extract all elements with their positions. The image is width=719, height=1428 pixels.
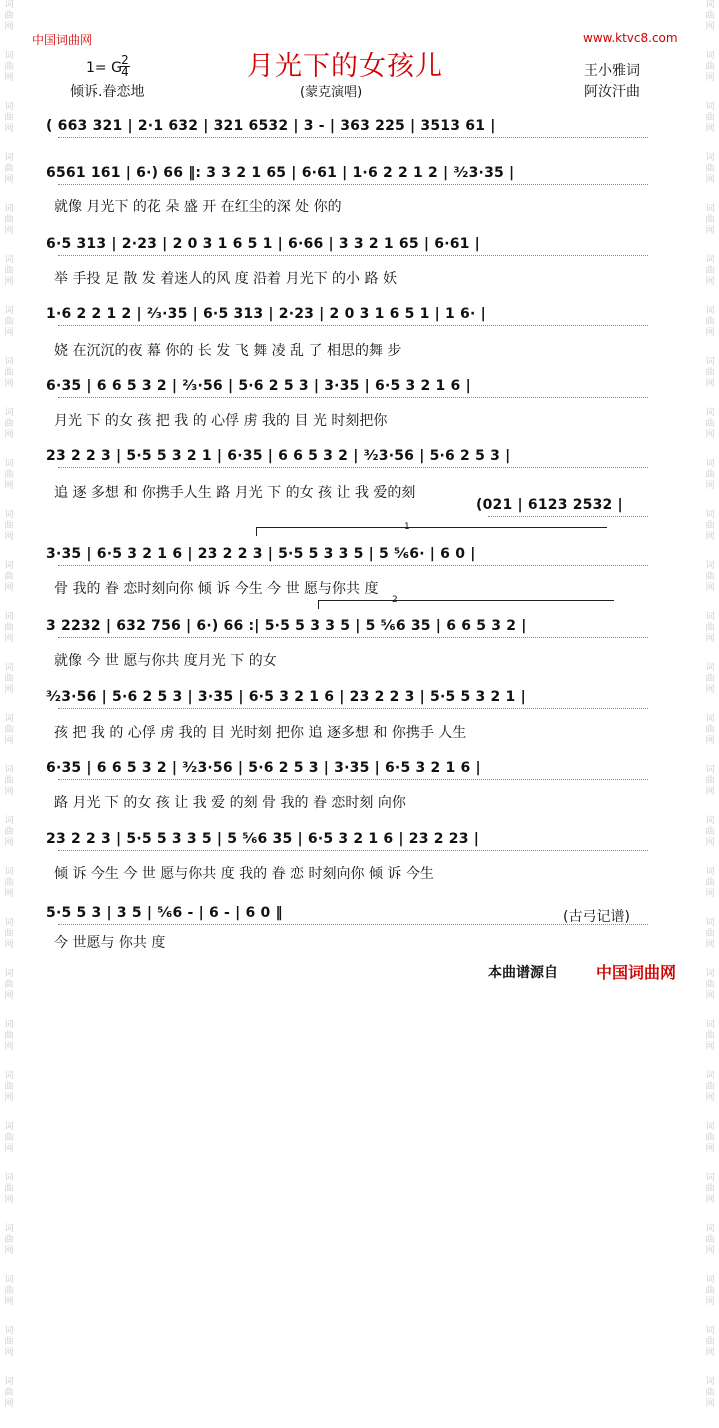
time-signature (120, 55, 130, 78)
watermark-char: 词 (4, 51, 14, 61)
watermark-char: 词 (4, 612, 14, 622)
watermark-column-left (2, 0, 16, 1409)
watermark-char: 网 (4, 634, 14, 644)
watermark-char: 词 (705, 1020, 715, 1030)
watermark-char: 网 (4, 124, 14, 134)
watermark-char: 词 (705, 1275, 715, 1285)
watermark-char: 词 (4, 969, 14, 979)
watermark-char: 词 (705, 867, 715, 877)
watermark-char: 曲 (705, 725, 715, 735)
beam-underline (58, 637, 648, 638)
watermark-char: 网 (705, 1399, 715, 1409)
watermark-char: 网 (705, 889, 715, 899)
volta-bracket-2 (318, 600, 614, 609)
watermark-char: 曲 (4, 1337, 14, 1347)
watermark-char: 曲 (705, 419, 715, 429)
watermark-char: 词 (4, 408, 14, 418)
watermark-char: 网 (705, 532, 715, 542)
watermark-char: 网 (705, 226, 715, 236)
beam-underline (58, 184, 648, 185)
watermark-char: 网 (705, 175, 715, 185)
lyrics-line: 今 世愿与 你共 度 (54, 935, 166, 951)
watermark-char: 曲 (4, 1235, 14, 1245)
watermark-char: 词 (705, 102, 715, 112)
watermark-char: 词 (4, 816, 14, 826)
watermark-char: 曲 (4, 164, 14, 174)
watermark-char: 词 (705, 459, 715, 469)
beam-underline (58, 397, 648, 398)
watermark-char: 曲 (705, 368, 715, 378)
watermark-char: 网 (4, 1093, 14, 1103)
watermark-char: 曲 (4, 776, 14, 786)
footer-source-label: 本曲谱源自 (488, 965, 558, 981)
watermark-char: 网 (705, 379, 715, 389)
watermark-char: 网 (4, 328, 14, 338)
watermark-char: 网 (4, 736, 14, 746)
watermark-char: 曲 (705, 164, 715, 174)
beam-underline (58, 850, 648, 851)
staff-line: 6·35 | 6 6 5 3 2 | ³⁄₂3·56 | 5·6 2 5 3 | 3·35 | 6·5 3 2 1 6 | (46, 760, 481, 776)
watermark-char: 曲 (4, 929, 14, 939)
watermark-char: 曲 (4, 1184, 14, 1194)
song-title: 月光下的女孩儿 (247, 51, 443, 82)
watermark-char: 曲 (705, 317, 715, 327)
watermark-char: 词 (4, 1326, 14, 1336)
watermark-char: 网 (4, 73, 14, 83)
watermark-char: 词 (4, 306, 14, 316)
watermark-char: 词 (705, 0, 715, 10)
watermark-char: 词 (705, 510, 715, 520)
watermark-char: 词 (705, 1377, 715, 1387)
beam-underline (58, 708, 648, 709)
watermark-char: 词 (705, 1224, 715, 1234)
watermark-char: 词 (4, 714, 14, 724)
watermark-char: 网 (4, 583, 14, 593)
watermark-char: 曲 (4, 1031, 14, 1041)
key-signature (86, 60, 122, 76)
staff-line: 3·35 | 6·5 3 2 1 6 | 23 2 2 3 | 5·5 5 3 3 5 | 5 ⁵⁄₆6· | 6 0 | (46, 546, 476, 562)
watermark-char: 词 (705, 918, 715, 928)
watermark-char: 曲 (705, 1184, 715, 1194)
composer-credit: 阿汝汗曲 (584, 84, 640, 100)
staff-line: ( 663 321 | 2·1 632 | 321 6532 | 3 - | 363 225 | 3513 61 | (46, 118, 496, 134)
watermark-char: 词 (705, 1071, 715, 1081)
watermark-char: 曲 (4, 419, 14, 429)
notation-source: (古弓记谱) (563, 909, 630, 925)
watermark-char: 词 (4, 765, 14, 775)
watermark-char: 曲 (705, 521, 715, 531)
watermark-char: 词 (4, 1377, 14, 1387)
watermark-char: 网 (705, 736, 715, 746)
watermark-char: 曲 (705, 980, 715, 990)
watermark-char: 曲 (4, 266, 14, 276)
expression-marking: 倾诉.眷恋地 (70, 84, 145, 100)
lyricist-credit: 王小雅词 (584, 63, 640, 79)
watermark-char: 曲 (4, 725, 14, 735)
watermark-char: 曲 (4, 62, 14, 72)
watermark-char: 词 (705, 153, 715, 163)
watermark-char: 曲 (4, 572, 14, 582)
watermark-char: 网 (4, 940, 14, 950)
watermark-char: 词 (705, 1173, 715, 1183)
watermark-char: 词 (705, 714, 715, 724)
watermark-char: 网 (705, 124, 715, 134)
staff-line: 6·5 313 | 2·23 | 2 0 3 1 6 5 1 | 6·66 | 3 3 2 1 65 | 6·61 | (46, 236, 480, 252)
watermark-char: 曲 (705, 1133, 715, 1143)
watermark-char: 网 (4, 379, 14, 389)
watermark-char: 词 (4, 0, 14, 10)
watermark-char: 曲 (4, 368, 14, 378)
watermark-char: 网 (4, 22, 14, 32)
beam-underline (58, 137, 648, 138)
watermark-char: 网 (705, 940, 715, 950)
watermark-char: 网 (705, 991, 715, 1001)
watermark-char: 曲 (4, 11, 14, 21)
beam-underline (58, 467, 648, 468)
watermark-char: 词 (4, 918, 14, 928)
staff-line: 3 2232 | 632 756 | 6·) 66 :| 5·5 5 3 3 5 | 5 ⁵⁄₆6 35 | 6 6 5 3 2 | (46, 618, 527, 634)
watermark-char: 网 (4, 685, 14, 695)
watermark-char: 网 (705, 1093, 715, 1103)
watermark-char: 曲 (705, 1082, 715, 1092)
key-label: 1= G (86, 60, 122, 76)
lyrics-line: 举 手投 足 散 发 着迷人的风 度 沿着 月光下 的小 路 妖 (54, 271, 397, 287)
watermark-char: 词 (705, 765, 715, 775)
watermark-char: 曲 (4, 1388, 14, 1398)
volta-bracket-1 (256, 527, 607, 536)
lyrics-line: 就像 今 世 愿与你共 度月光 下 的女 (54, 653, 277, 669)
watermark-char: 词 (4, 1224, 14, 1234)
staff-line: ³⁄₂3·56 | 5·6 2 5 3 | 3·35 | 6·5 3 2 1 6 | 23 2 2 3 | 5·5 5 3 2 1 | (46, 689, 526, 705)
watermark-char: 词 (4, 102, 14, 112)
watermark-char: 曲 (4, 827, 14, 837)
watermark-char: 曲 (4, 470, 14, 480)
watermark-char: 网 (705, 838, 715, 848)
watermark-char: 曲 (705, 1031, 715, 1041)
watermark-char: 词 (705, 561, 715, 571)
watermark-char: 网 (4, 430, 14, 440)
watermark-char: 曲 (705, 113, 715, 123)
watermark-char: 曲 (4, 521, 14, 531)
watermark-char: 网 (4, 481, 14, 491)
watermark-char: 网 (4, 1348, 14, 1358)
watermark-char: 词 (4, 867, 14, 877)
watermark-char: 词 (705, 663, 715, 673)
watermark-char: 词 (705, 51, 715, 61)
watermark-char: 曲 (705, 215, 715, 225)
beam-underline (58, 325, 648, 326)
watermark-char: 网 (705, 328, 715, 338)
lyrics-line: 路 月光 下 的女 孩 让 我 爱 的刻 骨 我的 眷 恋时刻 向你 (54, 795, 406, 811)
watermark-char: 网 (705, 481, 715, 491)
volta-2-label: 2 (392, 595, 398, 605)
watermark-char: 曲 (705, 1388, 715, 1398)
beam-underline (58, 924, 648, 925)
watermark-char: 词 (4, 255, 14, 265)
watermark-char: 网 (4, 1042, 14, 1052)
watermark-char: 词 (4, 1122, 14, 1132)
watermark-char: 词 (705, 306, 715, 316)
lyrics-line: 娆 在沉沉的夜 幕 你的 长 发 飞 舞 凌 乱 了 相思的舞 步 (54, 343, 402, 359)
watermark-char: 网 (4, 1195, 14, 1205)
beam-underline (58, 255, 648, 256)
watermark-char: 网 (4, 175, 14, 185)
watermark-char: 网 (705, 1144, 715, 1154)
beam-underline (488, 516, 648, 517)
time-signature-top: 2 (121, 53, 129, 67)
site-url-right: www.ktvc8.com (583, 31, 678, 45)
watermark-char: 网 (4, 838, 14, 848)
watermark-char: 网 (705, 634, 715, 644)
watermark-char: 曲 (4, 215, 14, 225)
lyrics-line: 孩 把 我 的 心俘 虏 我的 目 光时刻 把你 追 逐多想 和 你携手 人生 (54, 725, 467, 741)
watermark-char: 网 (4, 1297, 14, 1307)
watermark-char: 词 (705, 1122, 715, 1132)
watermark-char: 网 (705, 685, 715, 695)
staff-line: (021 | 6123 2532 | (476, 497, 623, 513)
watermark-char: 网 (705, 583, 715, 593)
time-signature-bottom: 4 (121, 65, 129, 79)
watermark-char: 词 (4, 153, 14, 163)
watermark-char: 词 (705, 408, 715, 418)
watermark-char: 曲 (705, 572, 715, 582)
watermark-char: 网 (705, 787, 715, 797)
watermark-column-right (703, 0, 717, 1409)
watermark-char: 曲 (4, 980, 14, 990)
subtitle-performer: (蒙克演唱) (300, 85, 363, 100)
watermark-char: 网 (4, 1399, 14, 1409)
watermark-char: 曲 (4, 1133, 14, 1143)
watermark-char: 曲 (705, 674, 715, 684)
watermark-char: 网 (4, 277, 14, 287)
watermark-char: 网 (705, 1297, 715, 1307)
watermark-char: 网 (4, 1144, 14, 1154)
watermark-char: 网 (705, 1195, 715, 1205)
watermark-char: 曲 (705, 1286, 715, 1296)
beam-underline (58, 565, 648, 566)
watermark-char: 词 (4, 204, 14, 214)
lyrics-line: 月光 下 的女 孩 把 我 的 心俘 虏 我的 目 光 时刻把你 (54, 413, 388, 429)
watermark-char: 网 (4, 889, 14, 899)
watermark-char: 词 (705, 255, 715, 265)
watermark-char: 词 (705, 204, 715, 214)
watermark-char: 词 (4, 1071, 14, 1081)
watermark-char: 网 (705, 73, 715, 83)
watermark-char: 曲 (705, 827, 715, 837)
watermark-char: 曲 (705, 62, 715, 72)
watermark-char: 网 (4, 532, 14, 542)
watermark-char: 曲 (705, 470, 715, 480)
watermark-char: 曲 (4, 317, 14, 327)
watermark-char: 词 (705, 357, 715, 367)
watermark-char: 曲 (705, 623, 715, 633)
watermark-char: 词 (4, 357, 14, 367)
watermark-char: 网 (4, 787, 14, 797)
watermark-char: 词 (4, 561, 14, 571)
staff-line: 6561 161 | 6·) 66 ‖: 3 3 2 1 65 | 6·61 | 1·6 2 2 1 2 | ³⁄₂3·35 | (46, 165, 515, 181)
watermark-char: 网 (705, 1348, 715, 1358)
staff-line: 23 2 2 3 | 5·5 5 3 3 5 | 5 ⁵⁄₆6 35 | 6·5 3 2 1 6 | 23 2 23 | (46, 831, 480, 847)
staff-line: 1·6 2 2 1 2 | ²⁄₃·35 | 6·5 313 | 2·23 | 2 0 3 1 6 5 1 | 1 6· | (46, 306, 486, 322)
watermark-char: 曲 (4, 1082, 14, 1092)
watermark-char: 网 (4, 991, 14, 1001)
watermark-char: 曲 (4, 674, 14, 684)
watermark-char: 曲 (705, 878, 715, 888)
watermark-char: 词 (705, 816, 715, 826)
lyrics-line: 倾 诉 今生 今 世 愿与你共 度 我的 眷 恋 时刻向你 倾 诉 今生 (54, 866, 434, 882)
footer-site-name: 中国词曲网 (596, 963, 677, 982)
watermark-char: 网 (705, 430, 715, 440)
watermark-char: 曲 (705, 1337, 715, 1347)
watermark-char: 曲 (705, 1235, 715, 1245)
watermark-char: 曲 (705, 929, 715, 939)
watermark-char: 曲 (705, 266, 715, 276)
watermark-char: 曲 (4, 623, 14, 633)
watermark-char: 网 (705, 22, 715, 32)
beam-underline (58, 779, 648, 780)
staff-line: 6·35 | 6 6 5 3 2 | ²⁄₃·56 | 5·6 2 5 3 | 3·35 | 6·5 3 2 1 6 | (46, 378, 471, 394)
watermark-char: 曲 (4, 1286, 14, 1296)
watermark-char: 曲 (705, 11, 715, 21)
site-name-left: 中国词曲网 (32, 33, 93, 47)
volta-1-label: 1 (404, 522, 410, 532)
watermark-char: 曲 (705, 776, 715, 786)
lyrics-line: 追 逐 多想 和 你携手人生 路 月光 下 的女 孩 让 我 爱的刻 (54, 485, 416, 501)
staff-line: 5·5 5 3 | 3 5 | ⁵⁄₆6 - | 6 - | 6 0 ‖ (46, 905, 283, 921)
watermark-char: 网 (705, 1042, 715, 1052)
lyrics-line: 就像 月光下 的花 朵 盛 开 在红尘的深 处 你的 (54, 199, 342, 215)
watermark-char: 词 (4, 459, 14, 469)
watermark-char: 词 (4, 1275, 14, 1285)
watermark-char: 网 (4, 1246, 14, 1256)
watermark-char: 网 (4, 226, 14, 236)
staff-line: 23 2 2 3 | 5·5 5 3 2 1 | 6·35 | 6 6 5 3 2 | ³⁄₂3·56 | 5·6 2 5 3 | (46, 448, 511, 464)
watermark-char: 词 (705, 612, 715, 622)
watermark-char: 词 (4, 1020, 14, 1030)
watermark-char: 词 (4, 663, 14, 673)
watermark-char: 词 (4, 510, 14, 520)
watermark-char: 词 (4, 1173, 14, 1183)
watermark-char: 词 (705, 969, 715, 979)
watermark-char: 词 (705, 1326, 715, 1336)
watermark-char: 曲 (4, 878, 14, 888)
lyrics-line: 骨 我的 眷 恋时刻向你 倾 诉 今生 今 世 愿与你共 度 (54, 581, 379, 597)
watermark-char: 网 (705, 277, 715, 287)
watermark-char: 曲 (4, 113, 14, 123)
watermark-char: 网 (705, 1246, 715, 1256)
